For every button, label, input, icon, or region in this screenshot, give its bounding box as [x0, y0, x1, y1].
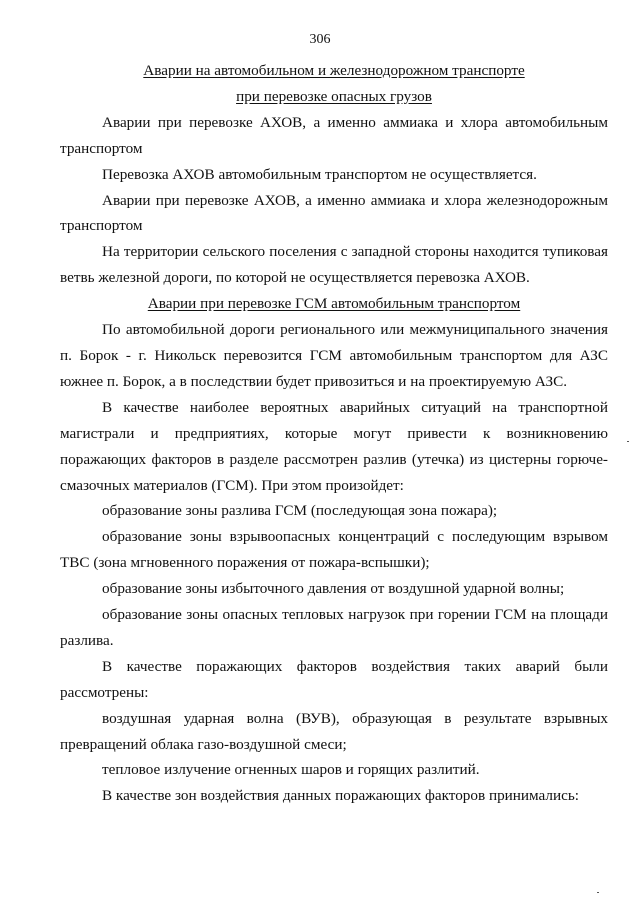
- paragraph-damage-factors: В качестве поражающих факторов воздействия таких аварий были рассмотрены:: [60, 657, 608, 701]
- list-item-spill-zone: образование зоны разлива ГСМ (последующая зона пожара);: [102, 502, 498, 520]
- list-item-overpressure-zone: образование зоны избыточного давления от воздушной ударной волны;: [102, 580, 565, 598]
- section-heading-transport-accidents: Аварии на автомобильном и железнодорожном транспорте: [143, 62, 525, 79]
- list-item-thermal-radiation: тепловое излучение огненных шаров и горящих разлитий.: [102, 761, 480, 779]
- document-body: [60, 58, 608, 809]
- scan-speck: [627, 441, 629, 442]
- paragraph-road-ahov-status: Перевозка АХОВ автомобильным транспортом не осуществляется.: [102, 165, 537, 183]
- list-item-thermal-zone: образование зоны опасных тепловых нагрузок при горении ГСМ на площади разлива.: [60, 606, 608, 649]
- list-item-blast-wave: воздушная ударная волна (ВУВ), образующая в результате взрывных превращений облака газо-воздушной смеси;: [60, 709, 608, 753]
- paragraph-impact-zones: В качестве зон воздействия данных поражающих факторов принимались:: [102, 787, 580, 805]
- paragraph-fuel-route: По автомобильной дороги регионального или межмуниципального значения п. Борок - г. Никольск перевозится ГСМ автомобильным транспортом для АЗС южнее п. Борок, а в последствии будет привозиться и на проектируемую АЗС.: [60, 321, 608, 390]
- section-heading-fuel-transport: Аварии при перевозке ГСМ автомобильным транспортом: [147, 295, 521, 313]
- list-item-explosive-zone: образование зоны взрывоопасных концентраций с последующим взрывом ТВС (зона мгновенного поражения от пожара-вспышки);: [60, 528, 608, 572]
- paragraph-rail-branch: На территории сельского поселения с западной стороны находится тупиковая ветвь железной дороги, по которой не осуществляется перевозка АХОВ.: [60, 243, 608, 287]
- paragraph-rail-ahov: Аварии при перевозке АХОВ, а именно аммиака и хлора железнодорожным транспортом: [60, 191, 608, 235]
- paragraph-accident-scenarios: В качестве наиболее вероятных аварийных ситуаций на транспортной магистрали и предприятиях, которые могут привести к возникновению поражающих факторов в разделе рассмотрен разлив (утечка) из цистерны горюче-смазочных материалов (ГСМ). При этом произойдет:: [60, 398, 608, 494]
- section-heading-transport-accidents-line2: при перевозке опасных грузов: [236, 87, 432, 105]
- page-number: 306: [309, 32, 331, 47]
- paragraph-road-ahov: Аварии при перевозке АХОВ, а именно аммиака и хлора автомобильным транспортом: [60, 113, 608, 157]
- scan-speck: [597, 892, 599, 893]
